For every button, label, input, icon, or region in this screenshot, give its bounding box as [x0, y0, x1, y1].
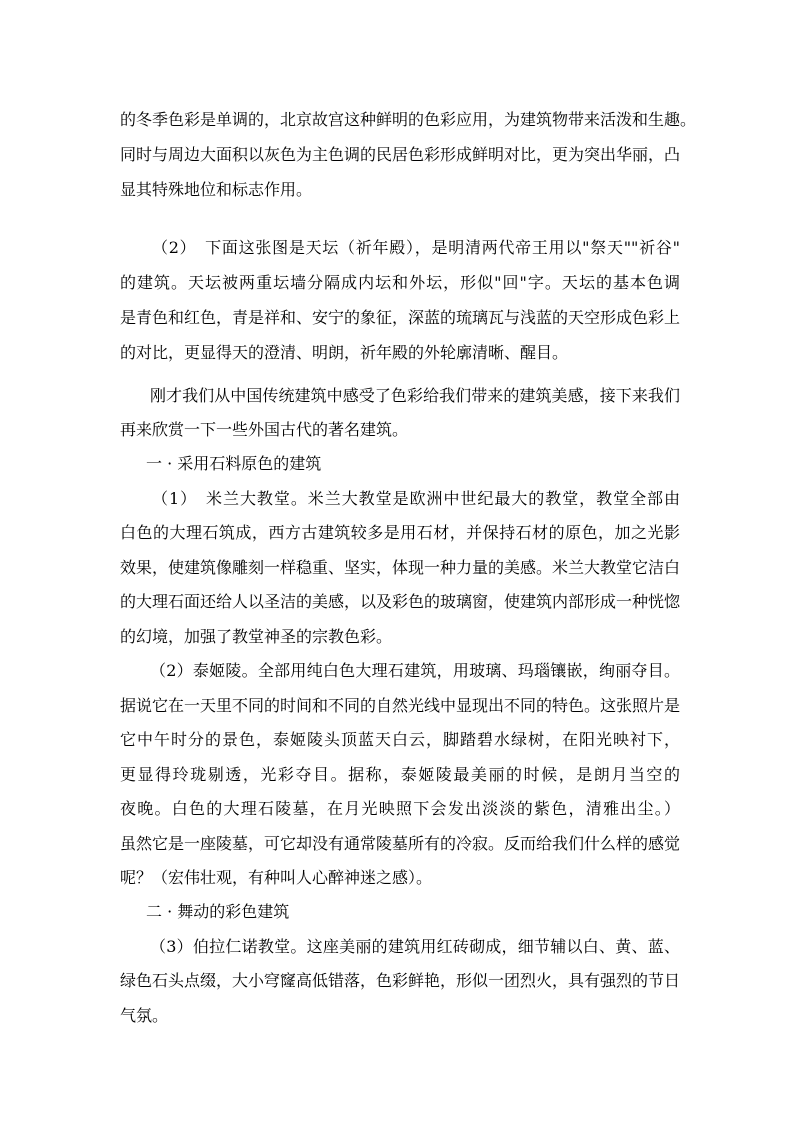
paragraph-line: 再来欣赏一下一些外国古代的著名建筑。 — [120, 420, 409, 439]
paragraph-line: 它中午时分的景色，泰姬陵头顶蓝天白云，脚踏碧水绿树，在阳光映衬下， — [120, 730, 680, 749]
paragraph-line: （2）泰姬陵。全部用纯白色大理石建筑，用玻璃、玛瑙镶嵌，绚丽夺目。 — [150, 661, 680, 680]
section-heading: 二 · 舞动的彩色建筑 — [146, 902, 290, 921]
paragraph-line: （1） 米兰大教堂。米兰大教堂是欧洲中世纪最大的教堂，教堂全部由 — [152, 489, 680, 508]
paragraph-line: （3）伯拉仁诺教堂。这座美丽的建筑用红砖砌成，细节辅以白、黄、蓝、 — [150, 937, 680, 956]
paragraph-line: 呢？（宏伟壮观，有种叫人心醉神迷之感）。 — [120, 868, 433, 887]
paragraph-line: 的对比，更显得天的澄清、明朗，祈年殿的外轮廓清晰、醒目。 — [120, 343, 569, 362]
paragraph-line: 同时与周边大面积以灰色为主色调的民居色彩形成鲜明对比，更为突出华丽，凸 — [120, 145, 681, 164]
paragraph-line: 显其特殊地位和标志作用。 — [120, 180, 313, 199]
paragraph-line: 刚才我们从中国传统建筑中感受了色彩给我们带来的建筑美感，接下来我们 — [150, 386, 680, 405]
paragraph-line: （2） 下面这张图是天坛（祈年殿），是明清两代帝王用以"祭天""祈谷" — [152, 238, 680, 257]
paragraph-line: 据说它在一天里不同的时间和不同的自然光线中显现出不同的特色。这张照片是 — [120, 696, 681, 715]
section-heading: 一 · 采用石料原色的建筑 — [146, 454, 322, 473]
paragraph-line: 更显得玲珑剔透，光彩夺目。据称，泰姬陵最美丽的时候，是朗月当空的 — [120, 765, 680, 784]
paragraph-line: 是青色和红色，青是祥和、安宁的象征，深蓝的琉璃瓦与浅蓝的天空形成色彩上 — [120, 308, 681, 327]
paragraph-line: 气氛。 — [120, 1006, 169, 1025]
paragraph-line: 白色的大理石筑成，西方古建筑较多是用石材，并保持石材的原色，加之光影 — [120, 523, 680, 542]
paragraph-line: 绿色石头点缀，大小穹窿高低错落，色彩鲜艳，形似一团烈火，具有强烈的节日 — [120, 971, 681, 990]
paragraph-line: 的冬季色彩是单调的，北京故宫这种鲜明的色彩应用，为建筑物带来活泼和生趣。 — [120, 110, 697, 129]
paragraph-line: 效果，使建筑像雕刻一样稳重、坚实，体现一种力量的美感。米兰大教堂它洁白 — [120, 558, 681, 577]
paragraph-line: 的幻境，加强了教堂神圣的宗教色彩。 — [120, 627, 393, 646]
paragraph-line: 虽然它是一座陵墓，可它却没有通常陵墓所有的冷寂。反而给我们什么样的感觉 — [120, 834, 681, 853]
paragraph-line: 的大理石面还给人以圣洁的美感，以及彩色的玻璃窗，使建筑内部形成一种恍惚 — [120, 592, 681, 611]
paragraph-line: 夜晚。白色的大理石陵墓，在月光映照下会发出淡淡的紫色，清雅出尘。） — [120, 799, 680, 818]
paragraph-line: 的建筑。天坛被两重坛墙分隔成内坛和外坛，形似"回"字。天坛的基本色调 — [120, 273, 680, 292]
